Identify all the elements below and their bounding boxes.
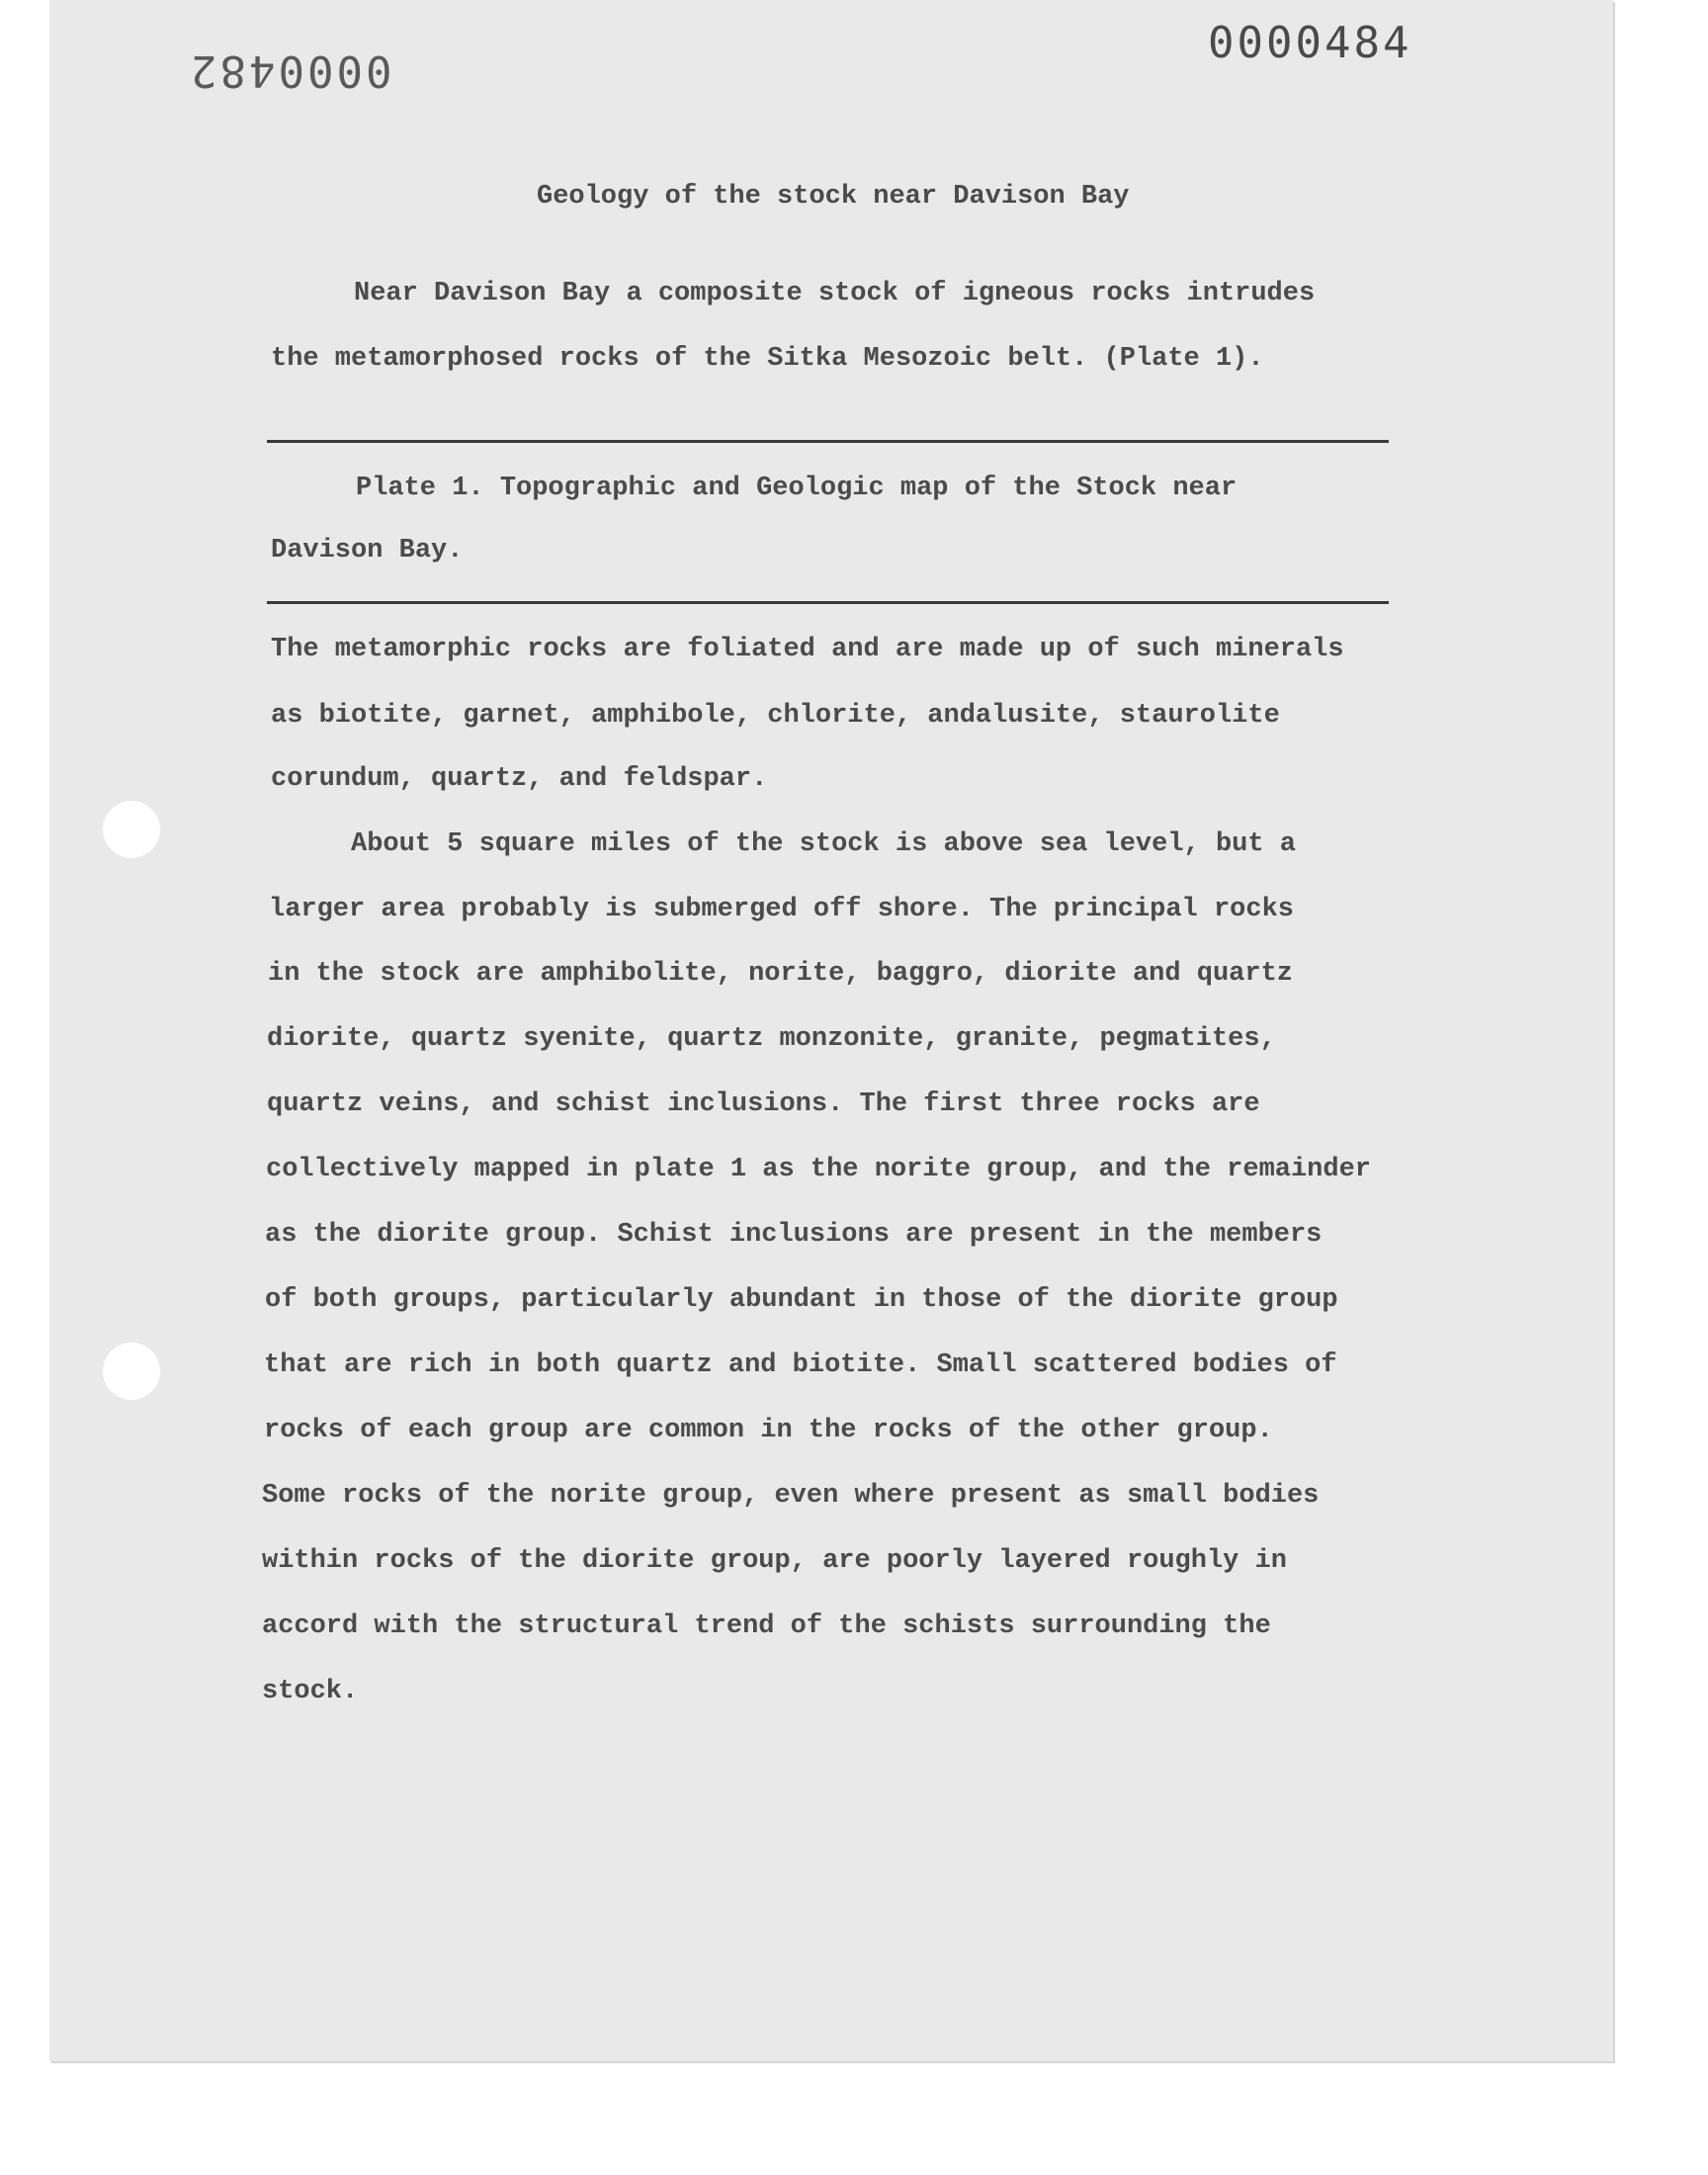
plate-caption-line-1: Plate 1. Topographic and Geologic map of the Stock near xyxy=(356,474,1238,503)
punch-hole-top xyxy=(103,801,160,858)
paragraph1-line-2: as biotite, garnet, amphibole, chlorite, andalusite, staurolite xyxy=(271,701,1280,731)
paragraph2-line-5: quartz veins, and schist inclusions. The first three rocks are xyxy=(267,1089,1260,1119)
paragraph2-line-4: diorite, quartz syenite, quartz monzonite, granite, pegmatites, xyxy=(267,1024,1276,1054)
caption-rule-bottom xyxy=(267,601,1389,604)
paragraph2-line-12: within rocks of the diorite group, are poorly layered roughly in xyxy=(262,1546,1287,1576)
paragraph2-line-13: accord with the structural trend of the schists surrounding the xyxy=(262,1611,1271,1641)
paragraph2-line-9: that are rich in both quartz and biotite. Small scattered bodies of xyxy=(264,1350,1337,1380)
paragraph2-line-3: in the stock are amphibolite, norite, baggro, diorite and quartz xyxy=(268,959,1293,989)
document-title: Geology of the stock near Davison Bay xyxy=(537,182,1130,212)
paragraph2-line-2: larger area probably is submerged off shore. The principal rocks xyxy=(269,895,1294,924)
plate-caption-line-2: Davison Bay. xyxy=(271,536,464,566)
punch-hole-bottom xyxy=(103,1343,160,1400)
paragraph2-line-8: of both groups, particularly abundant in those of the diorite group xyxy=(265,1285,1338,1315)
paragraph2-line-10: rocks of each group are common in the rocks of the other group. xyxy=(264,1416,1273,1445)
intro-line-1: Near Davison Bay a composite stock of igneous rocks intrudes xyxy=(354,279,1316,308)
page-number-stamp-inverted: 0000482 xyxy=(188,45,392,96)
paragraph2-line-14: stock. xyxy=(262,1677,359,1706)
paragraph1-line-3: corundum, quartz, and feldspar. xyxy=(271,764,768,794)
caption-rule-top xyxy=(267,440,1389,443)
paragraph2-line-1: About 5 square miles of the stock is above sea level, but a xyxy=(351,829,1296,859)
page-number-stamp: 0000484 xyxy=(1208,18,1412,68)
intro-line-2: the metamorphosed rocks of the Sitka Mesozoic belt. (Plate 1). xyxy=(271,344,1264,374)
paragraph2-line-6: collectively mapped in plate 1 as the norite group, and the remainder xyxy=(266,1155,1371,1184)
paragraph1-line-1: The metamorphic rocks are foliated and are made up of such minerals xyxy=(271,635,1344,664)
paragraph2-line-7: as the diorite group. Schist inclusions are present in the members xyxy=(265,1220,1323,1250)
paragraph2-line-11: Some rocks of the norite group, even where present as small bodies xyxy=(262,1481,1320,1511)
